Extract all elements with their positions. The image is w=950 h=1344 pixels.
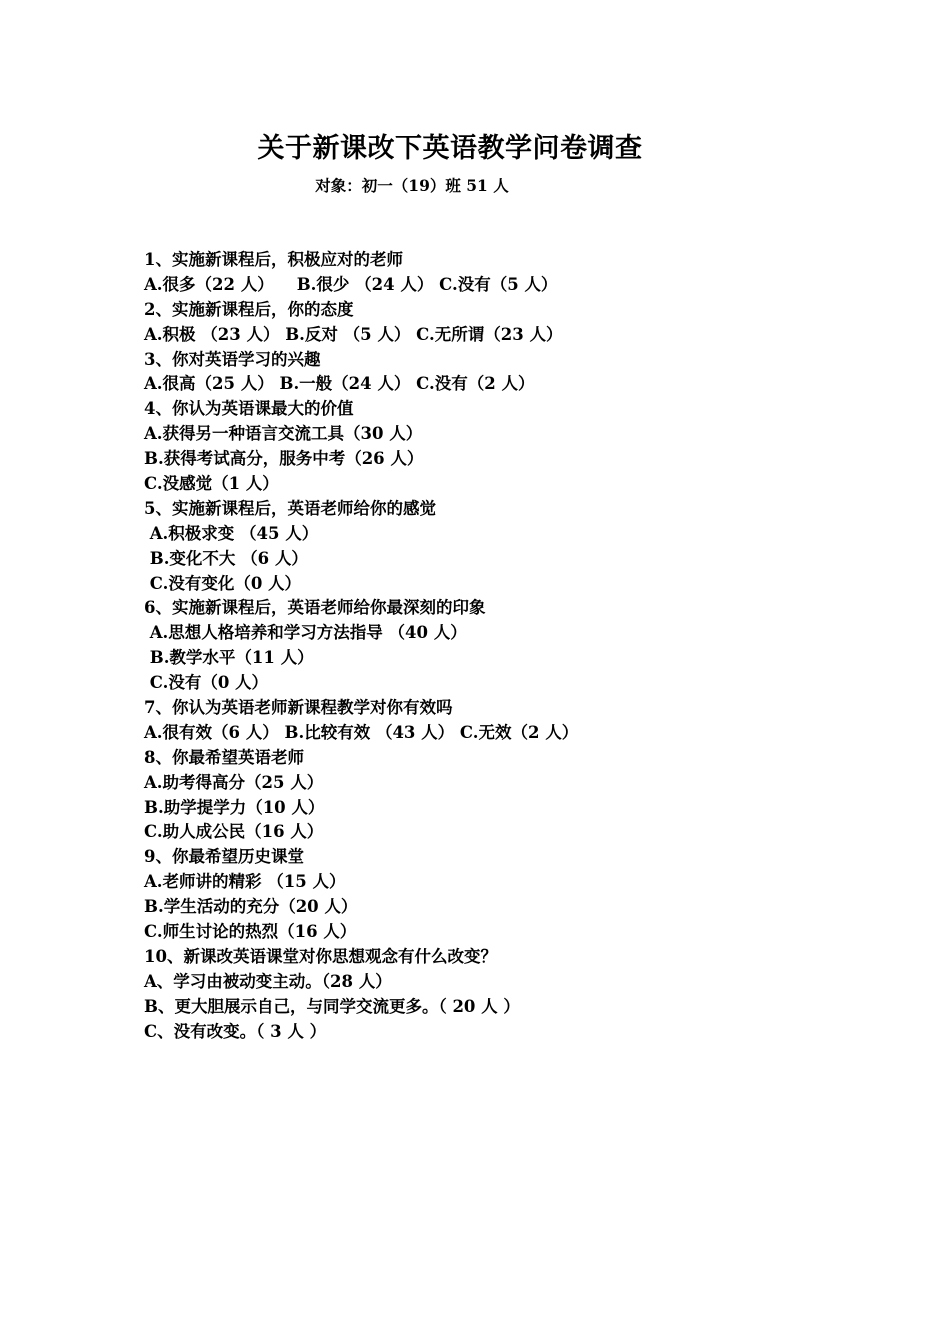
question-10-option-a: A、学习由被动变主动。（28 人） [144,971,392,991]
question-4-option-b: B.获得考试高分，服务中考（26 人） [144,449,424,469]
question-10-option-c: C、没有改变。（ 3 人 ） [144,1021,327,1041]
question-9-option-c: C.师生讨论的热烈（16 人） [144,922,357,942]
question-4-option-c: C.没感觉（1 人） [144,474,279,494]
question-6: 6、实施新课程后，英语老师给你最深刻的印象 [144,598,486,618]
question-6-option-a: A.思想人格培养和学习方法指导 （40 人） [144,623,467,643]
question-2-options: A.积极 （23 人） B.反对 （5 人） C.无所谓（23 人） [144,324,563,344]
question-6-option-c: C.没有（0 人） [144,673,269,693]
question-5: 5、实施新课程后，英语老师给你的感觉 [144,498,436,518]
question-7: 7、你认为英语老师新课程教学对你有效吗 [144,698,453,718]
survey-body [144,248,904,1045]
question-1: 1、实施新课程后，积极应对的老师 [144,250,403,269]
question-8-option-c: C.助人成公民（16 人） [144,822,324,842]
page-subtitle: 对象：初一（19）班 51 人 [315,176,509,195]
question-5-option-a: A.积极求变 （45 人） [144,523,319,543]
question-6-option-b: B.教学水平（11 人） [144,648,314,668]
question-5-option-c: C.没有变化（0 人） [144,573,302,593]
question-3-options: A.很高（25 人） B.一般（24 人） C.没有（2 人） [144,374,535,394]
question-4-option-a: A.获得另一种语言交流工具（30 人） [144,424,423,444]
question-8-option-b: B.助学提学力（10 人） [144,797,325,817]
question-9-option-a: A.老师讲的精彩 （15 人） [144,872,346,892]
question-10-option-b: B、更大胆展示自己，与同学交流更多。（ 20 人 ） [144,996,520,1016]
question-10: 10、新课改英语课堂对你思想观念有什么改变？ [144,946,497,966]
question-1-options: A.很多（22 人） B.很少 （24 人） C.没有（5 人） [144,274,558,294]
question-9: 9、你最希望历史课堂 [144,847,304,867]
question-4: 4、你认为英语课最大的价值 [144,399,354,419]
question-5-option-b: B.变化不大 （6 人） [144,548,308,568]
question-8-option-a: A.助考得高分（25 人） [144,772,324,792]
question-7-options: A.很有效（6 人） B.比较有效 （43 人） C.无效（2 人） [144,722,579,742]
question-3: 3、你对英语学习的兴趣 [144,349,321,369]
question-2: 2、实施新课程后，你的态度 [144,299,354,319]
question-9-option-b: B.学生活动的充分（20 人） [144,897,358,917]
question-8: 8、你最希望英语老师 [144,747,304,767]
page-title: 关于新课改下英语教学问卷调查 [257,133,643,164]
